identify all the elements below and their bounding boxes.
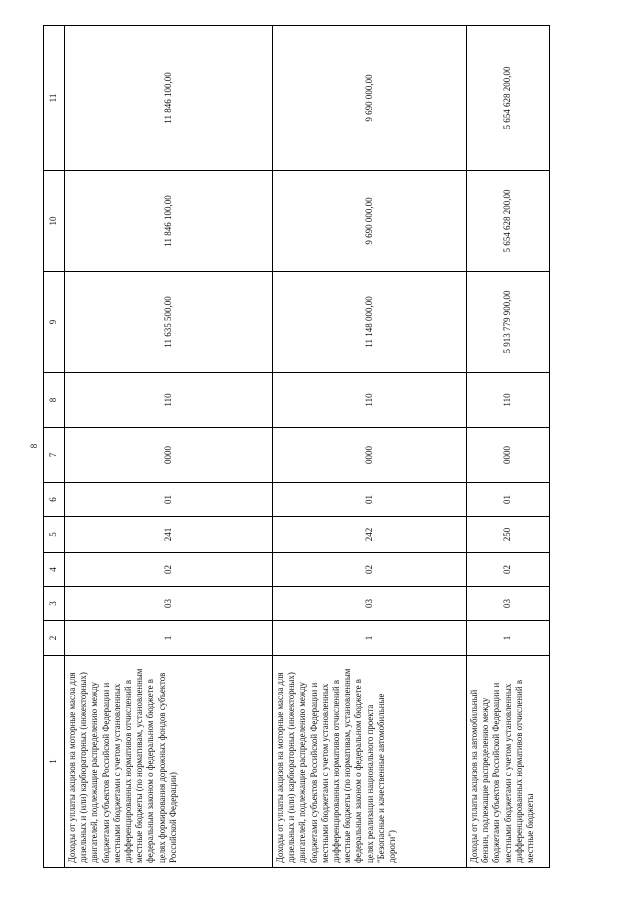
cell-col-9: 5 913 779 900,00 — [467, 272, 550, 373]
cell-col-4: 02 — [467, 553, 550, 587]
cell-col-10: 11 846 100,00 — [65, 171, 273, 272]
cell-col-10: 9 690 000,00 — [273, 171, 467, 272]
table-row — [467, 26, 550, 868]
cell-col-7: 0000 — [65, 428, 273, 483]
header-col-8: 8 — [44, 373, 65, 428]
cell-col-3: 03 — [65, 587, 273, 621]
cell-col-6: 01 — [467, 483, 550, 517]
cell-col-3: 03 — [273, 587, 467, 621]
cell-col-6: 01 — [65, 483, 273, 517]
cell-col-2: 1 — [273, 621, 467, 656]
header-col-6: 6 — [44, 483, 65, 517]
cell-col-8: 110 — [273, 373, 467, 428]
row-description: Доходы от уплаты акцизов на автомобильный бензин, подлежащие распределению между бюджетами субъектов Российской Федерации и местными бюджетами с учетом установленных дифференцированных нормативов отчислений в местные бюджеты — [467, 656, 550, 868]
header-col-1: 1 — [44, 656, 65, 868]
header-col-7: 7 — [44, 428, 65, 483]
cell-col-5: 241 — [65, 517, 273, 553]
cell-col-10: 5 654 628 200,00 — [467, 171, 550, 272]
cell-col-9: 11 635 500,00 — [65, 272, 273, 373]
cell-col-2: 1 — [467, 621, 550, 656]
cell-col-3: 03 — [467, 587, 550, 621]
budget-revenue-table — [43, 25, 550, 868]
table-row — [273, 26, 467, 868]
cell-col-7: 0000 — [467, 428, 550, 483]
cell-col-7: 0000 — [273, 428, 467, 483]
header-col-5: 5 — [44, 517, 65, 553]
cell-col-11: 11 846 100,00 — [65, 26, 273, 171]
cell-col-6: 01 — [273, 483, 467, 517]
header-col-11: 11 — [44, 26, 65, 171]
cell-col-4: 02 — [273, 553, 467, 587]
cell-col-8: 110 — [467, 373, 550, 428]
row-description: Доходы от уплаты акцизов на моторные масла для дизельных и (или) карбюраторных (инжекторных) двигателей, подлежащие распределению между бюджетами субъектов Российской Федерации и местными бюджетами с учетом установленных дифференцированных нормативов отчислений в местные бюджеты (по нормативам, установленным федеральным законом о федеральном бюджете в целях формирования дорожных фондов субъектов Российской Федерации) — [65, 656, 273, 868]
header-col-3: 3 — [44, 587, 65, 621]
cell-col-11: 5 654 628 200,00 — [467, 26, 550, 171]
cell-col-9: 11 148 000,00 — [273, 272, 467, 373]
header-row — [44, 26, 65, 868]
cell-col-5: 242 — [273, 517, 467, 553]
table-row — [65, 26, 273, 868]
cell-col-11: 9 690 000,00 — [273, 26, 467, 171]
rotated-table-wrapper — [43, 26, 548, 868]
header-col-9: 9 — [44, 272, 65, 373]
cell-col-5: 250 — [467, 517, 550, 553]
cell-col-4: 02 — [65, 553, 273, 587]
page-number: 8 — [29, 443, 39, 449]
row-description: Доходы от уплаты акцизов на моторные масла для дизельных и (или) карбюраторных (инжекторных) двигателей, подлежащие распределению между бюджетами субъектов Российской Федерации и местными бюджетами с учетом установленных дифференцированных нормативов отчислений в местные бюджеты (по нормативам, установленным федеральным законом о федеральном бюджете в целях реализации национального проекта "Безопасные и качественные автомобильные дороги") — [273, 656, 467, 868]
cell-col-8: 110 — [65, 373, 273, 428]
header-col-10: 10 — [44, 171, 65, 272]
header-col-2: 2 — [44, 621, 65, 656]
header-col-4: 4 — [44, 553, 65, 587]
cell-col-2: 1 — [65, 621, 273, 656]
